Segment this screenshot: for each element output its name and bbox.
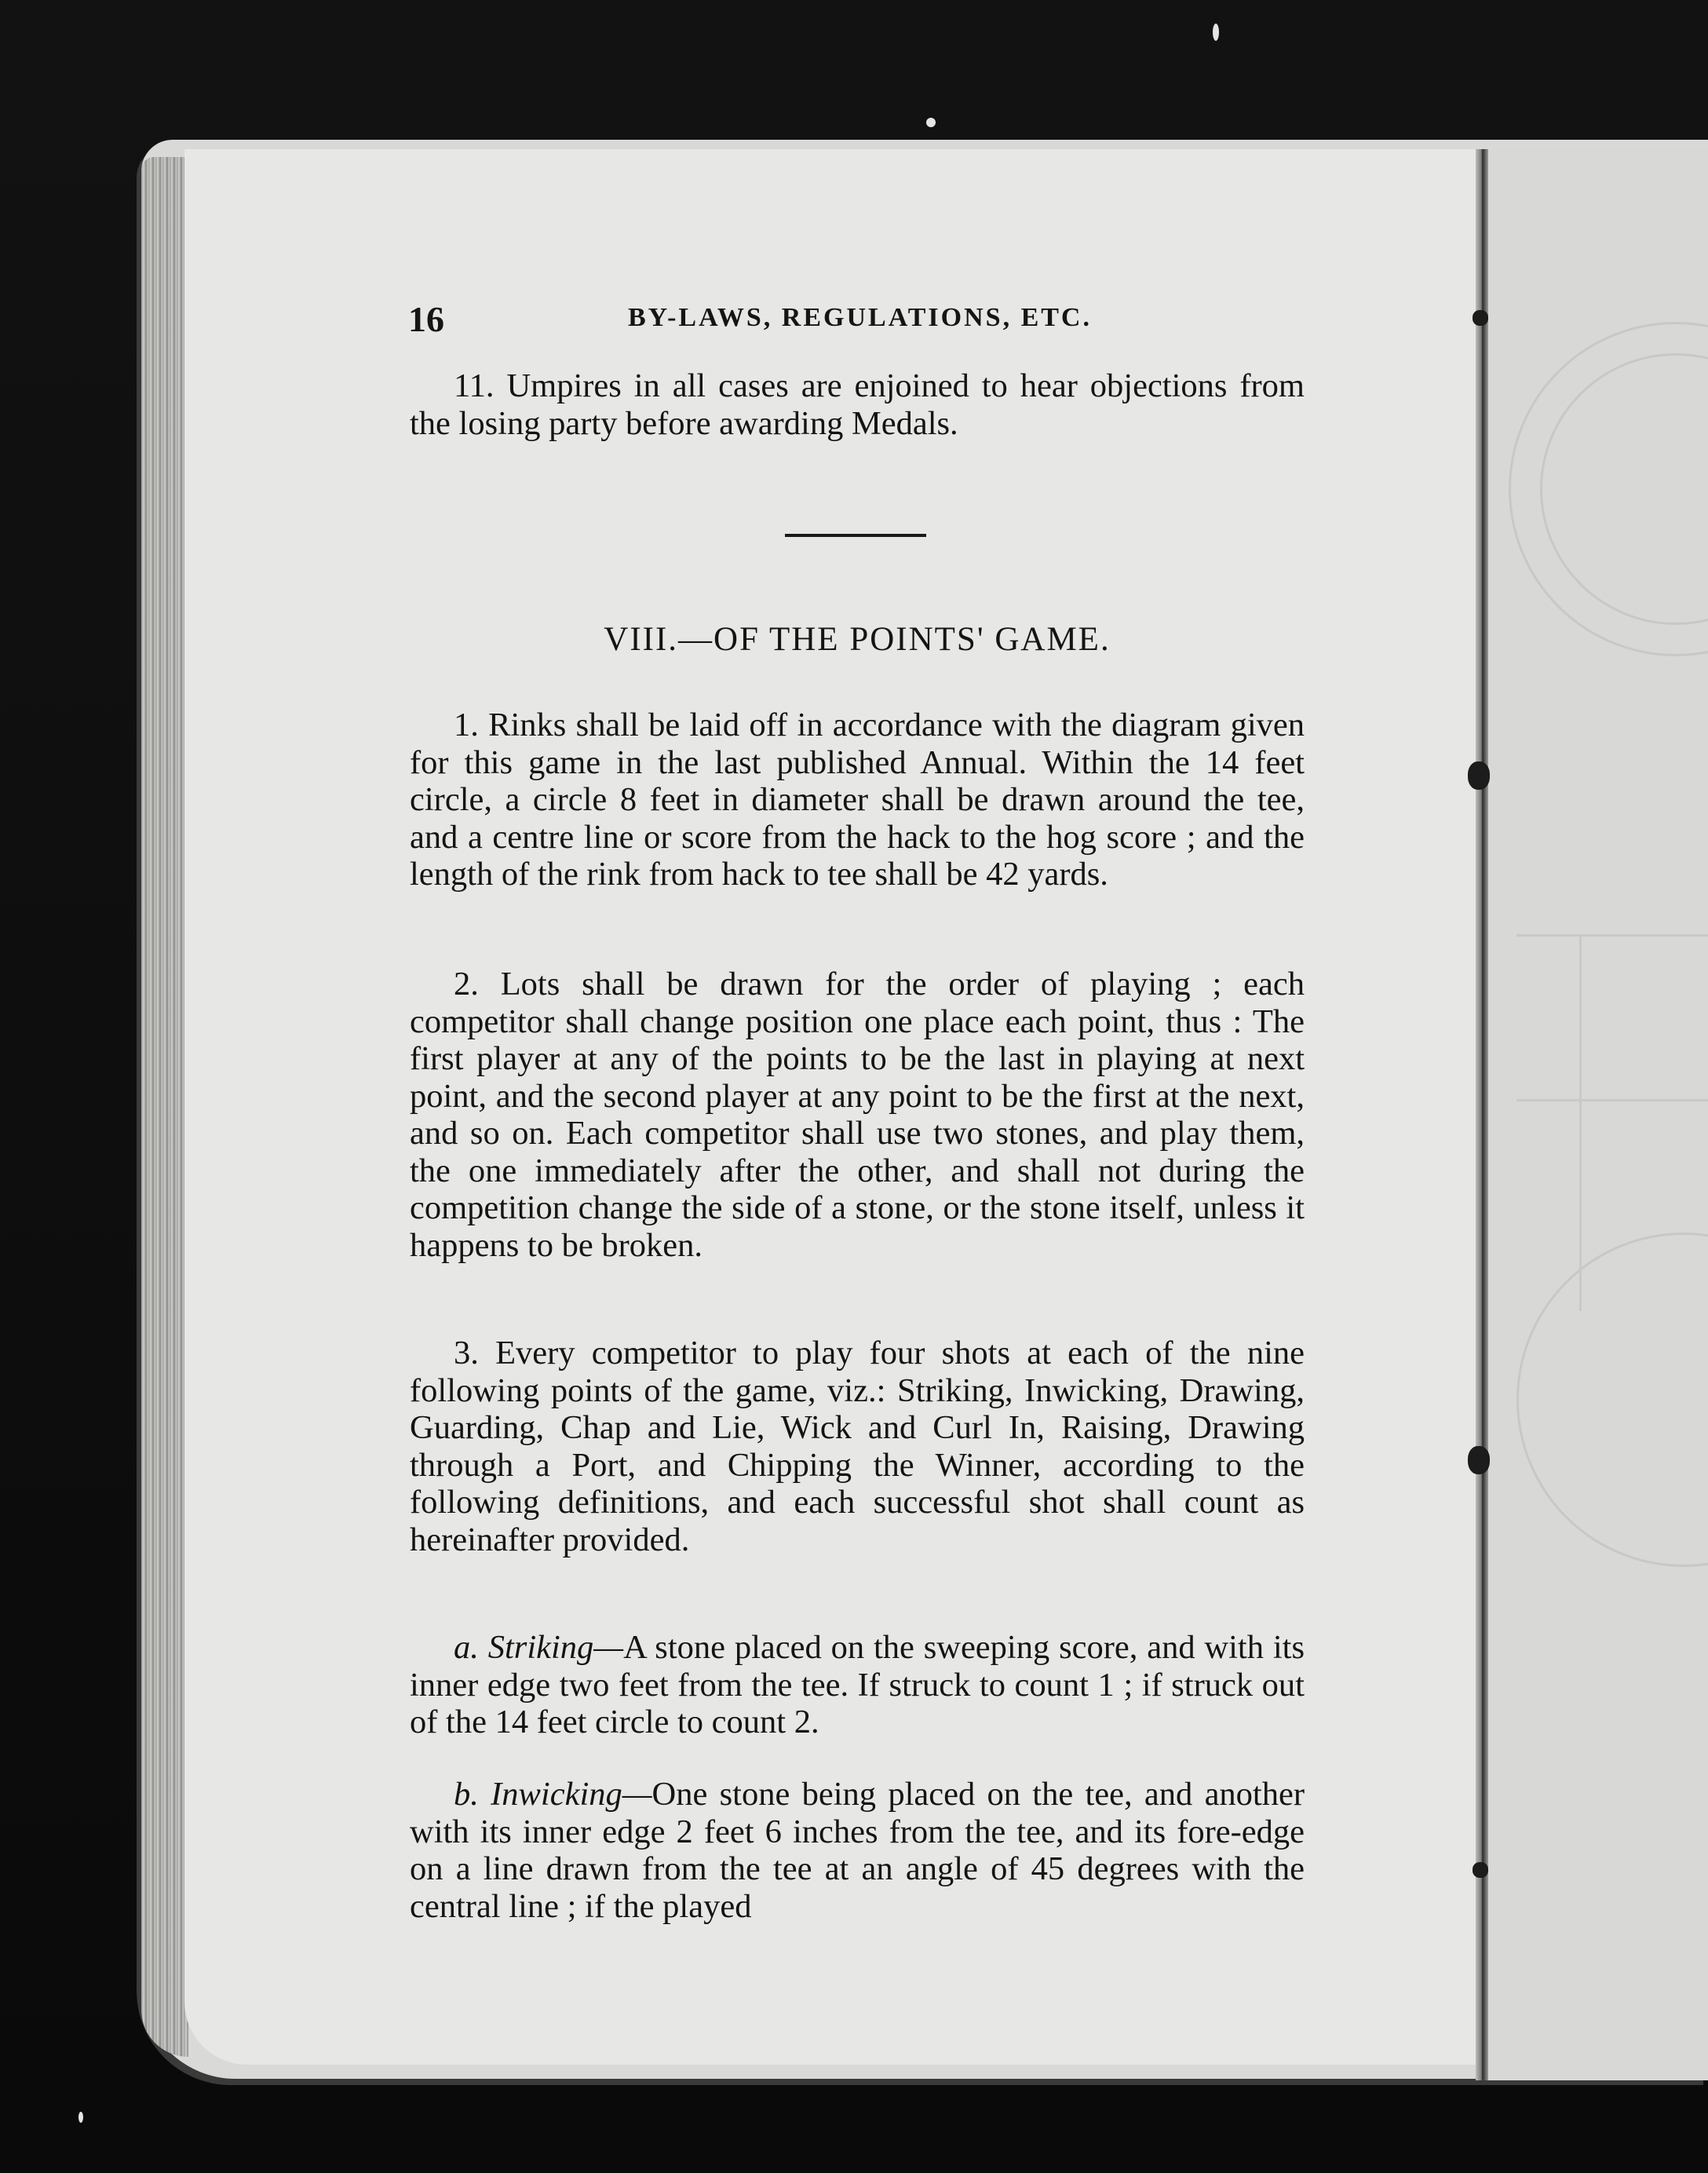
rule-11 (410, 367, 1305, 442)
show-through-line (1579, 934, 1582, 1311)
binding-stitch (1468, 761, 1490, 790)
section-divider (785, 534, 926, 537)
running-head: BY-LAWS, REGULATIONS, ETC. (628, 303, 1092, 332)
scan-speck (78, 2112, 83, 2123)
show-through-circle (1516, 1233, 1708, 1567)
rule-1 (410, 707, 1305, 893)
book-gutter (1476, 149, 1488, 2080)
facing-page (1485, 149, 1708, 2080)
binding-stitch (1473, 310, 1488, 326)
rule-11-text: 11. Umpires in all cases are enjoined to hear objections from the losing party before awarding Medals. (410, 367, 1305, 442)
paragraph: 3. Every competitor to play four shots at each of the nine following points of the game, viz.: Striking, Inwicking, Drawing, Guarding, Chap and Lie, Wick and Curl In, Raising, Drawing through a Port, and Chipping the Winner, according to the following definitions, and each successful shot shall count as hereinafter provided. (410, 1335, 1305, 1558)
page-edges (141, 157, 188, 2057)
binding-stitch (1473, 1862, 1488, 1878)
definition-text: One stone being placed on the tee, and another with its inner edge 2 feet 6 inches from the tee, and its fore-edge on a line drawn from the tee at an angle of 45 degrees with the central line ; if the played (410, 1776, 1305, 1925)
definition-label: b. Inwicking— (454, 1776, 652, 1813)
paragraph: 1. Rinks shall be laid off in accordance with the diagram given for this game in the last published Annual. Within the 14 feet circle, a circle 8 feet in diameter shall be drawn around the tee, and a centre line or score from the hack to the hog score ; and the length of the rink from hack to tee shall be 42 yards. (410, 707, 1305, 893)
page-header (408, 298, 1303, 345)
rule-2 (410, 966, 1305, 1264)
definition-label: a. Striking— (454, 1629, 624, 1666)
definition (410, 1776, 1305, 1925)
show-through-line (1516, 1099, 1708, 1101)
binding-stitch (1468, 1446, 1490, 1474)
paragraph: 2. Lots shall be drawn for the order of playing ; each competitor shall change position one place each point, thus : The first player at any of the points to be the last in playing at next point, and the second player at any point to be the first at the next, and so on. Each competitor shall use two stones, and play them, the one immediately after the other, and shall not during the competition change the side of a stone, or the stone itself, unless it happens to be broken. (410, 966, 1305, 1264)
definition-text: A stone placed on the sweeping score, and with its inner edge two feet from the tee. If struck to count 1 ; if struck out of the 14 feet circle to count 2. (410, 1629, 1305, 1740)
section-title: VIII.—OF THE POINTS' GAME. (604, 621, 1111, 658)
definition-b (410, 1776, 1305, 1925)
show-through-line (1516, 934, 1708, 937)
scan-speck (1213, 24, 1219, 41)
scan-speck (926, 118, 936, 127)
definition (410, 1629, 1305, 1741)
definition-a (410, 1629, 1305, 1741)
page-number: 16 (408, 299, 444, 339)
rule-3 (410, 1335, 1305, 1558)
